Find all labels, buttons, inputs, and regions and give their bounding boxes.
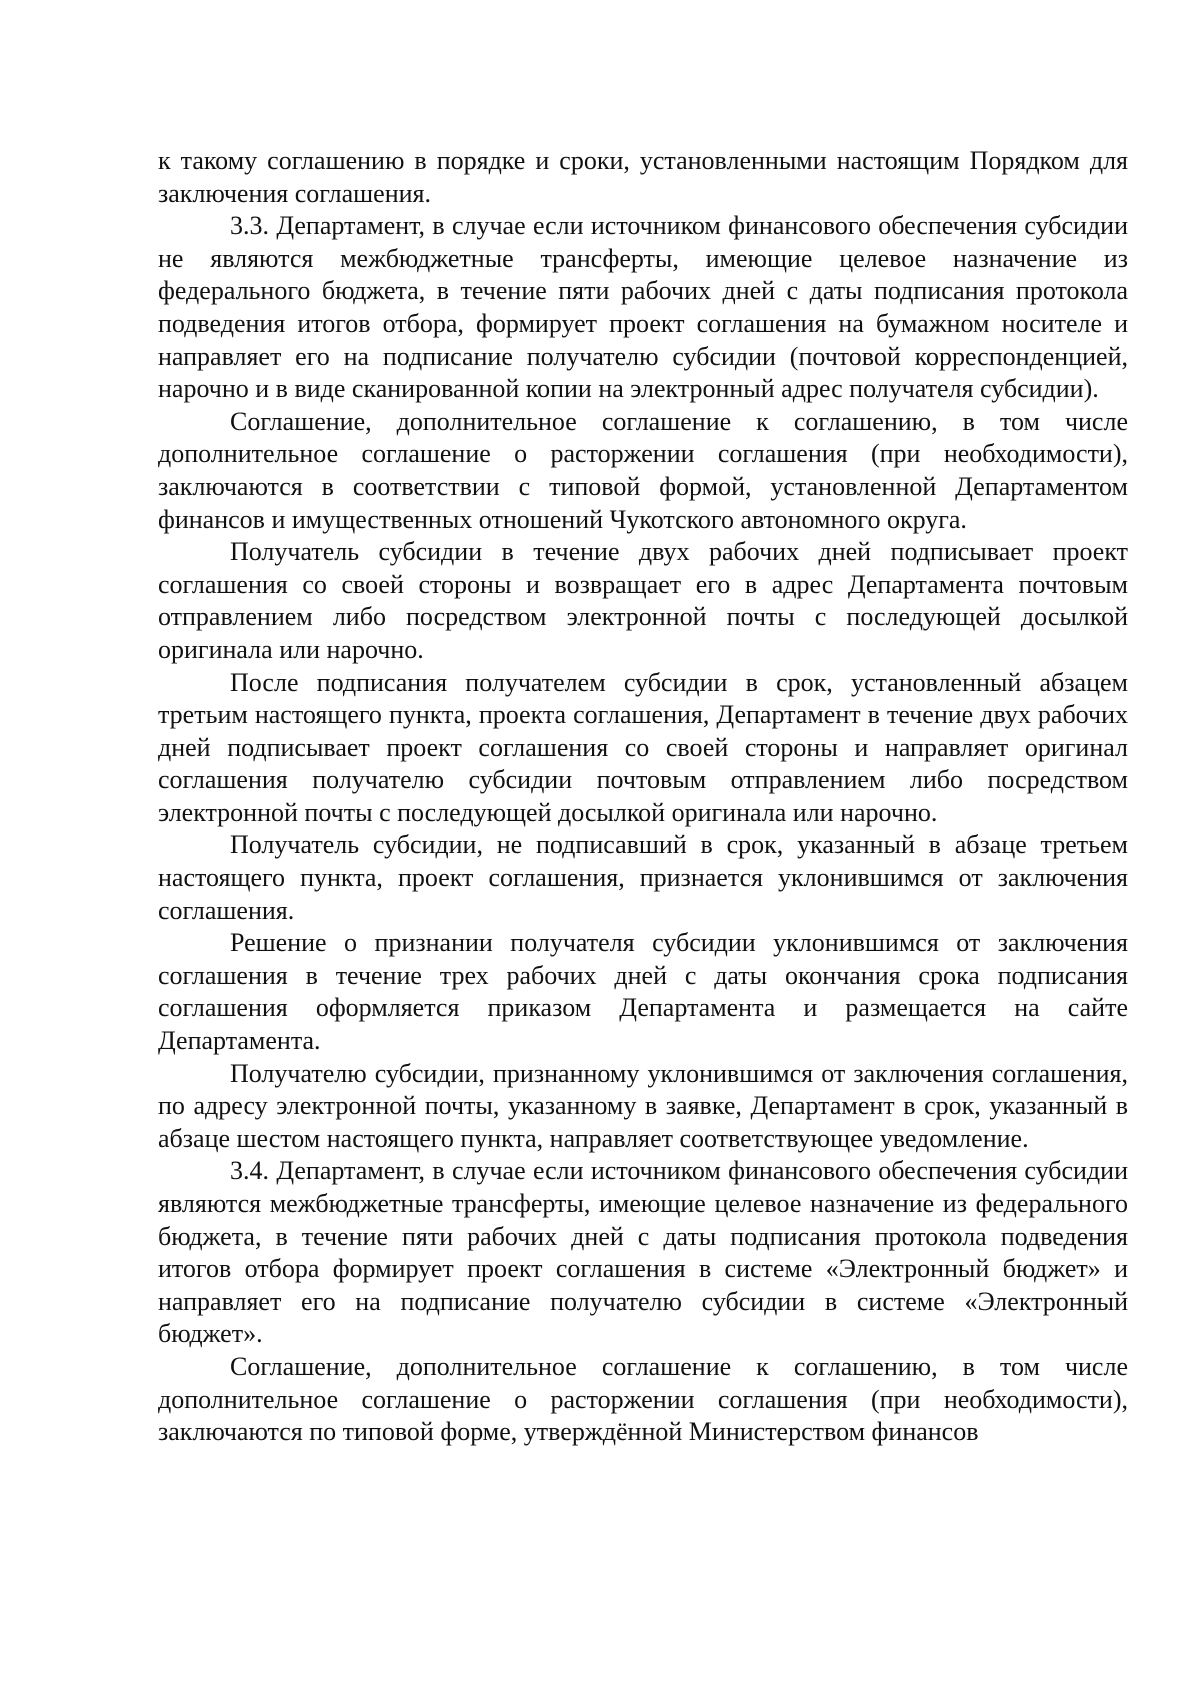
paragraph-department-signs: После подписания получателем субсидии в срок, установленный абзацем третьим настоящего пункта, проекта соглашения, Департамент в течение двух рабочих дней подписывает проект соглашения со своей стороны и направляет оригинал соглашения получателю субсидии почтовым отправлением либо посредством электронной почты с последующей досылкой оригинала или нарочно. <box>158 667 1128 827</box>
paragraph-notification: Получателю субсидии, признанному уклонившимся от заключения соглашения, по адресу электронной почты, указанному в заявке, Департамент в срок, указанный в абзаце шестом настоящего пункта, направляет соответствующее уведомление. <box>158 1058 1128 1153</box>
paragraph-3-4: 3.4. Департамент, в случае если источником финансового обеспечения субсидии являются межбюджетные трансферты, имеющие целевое назначение из федерального бюджета, в течение пяти рабочих дней с даты подписания протокола подведения итогов отбора формирует проект соглашения в системе «Электронный бюджет» и направляет его на подписание получателю субсидии в системе «Электронный бюджет». <box>158 1156 1128 1349</box>
paragraph-decision: Решение о признании получателя субсидии уклонившимся от заключения соглашения в течение трех рабочих дней с даты окончания срока подписания соглашения оформляется приказом Департамента и размещается на сайте Департамента. <box>158 928 1128 1056</box>
paragraph-evasion: Получатель субсидии, не подписавший в срок, указанный в абзаце третьем настоящего пункта, проект соглашения, признается уклонившимся от заключения соглашения. <box>158 830 1128 925</box>
paragraph-continuation: к такому соглашению в порядке и сроки, установленными настоящим Порядком для заключения соглашения. <box>158 146 1128 208</box>
paragraph-typical-form: Соглашение, дополнительное соглашение к соглашению, в том числе дополнительное соглашение о расторжении соглашения (при необходимости), заключаются по типовой форме, утверждённой Министерством финансов <box>158 1351 1128 1447</box>
document-body <box>158 145 1128 1449</box>
paragraph-agreement-form: Соглашение, дополнительное соглашение к соглашению, в том числе дополнительное соглашение о расторжении соглашения (при необходимости), заключаются в соответствии с типовой формой, установленной Департаментом финансов и имущественных отношений Чукотского автономного округа. <box>158 406 1128 534</box>
paragraph-recipient-signs: Получатель субсидии в течение двух рабочих дней подписывает проект соглашения со своей стороны и возвращает его в адрес Департамента почтовым отправлением либо посредством электронной почты с последующей досылкой оригинала или нарочно. <box>158 537 1128 664</box>
paragraph-3-3: 3.3. Департамент, в случае если источником финансового обеспечения субсидии не являются межбюджетные трансферты, имеющие целевое назначение из федерального бюджета, в течение пяти рабочих дней с даты подписания протокола подведения итогов отбора, формирует проект соглашения на бумажном носителе и направляет его на подписание получателю субсидии (почтовой корреспонденцией, нарочно и в виде сканированной копии на электронный адрес получателя субсидии). <box>158 211 1128 404</box>
